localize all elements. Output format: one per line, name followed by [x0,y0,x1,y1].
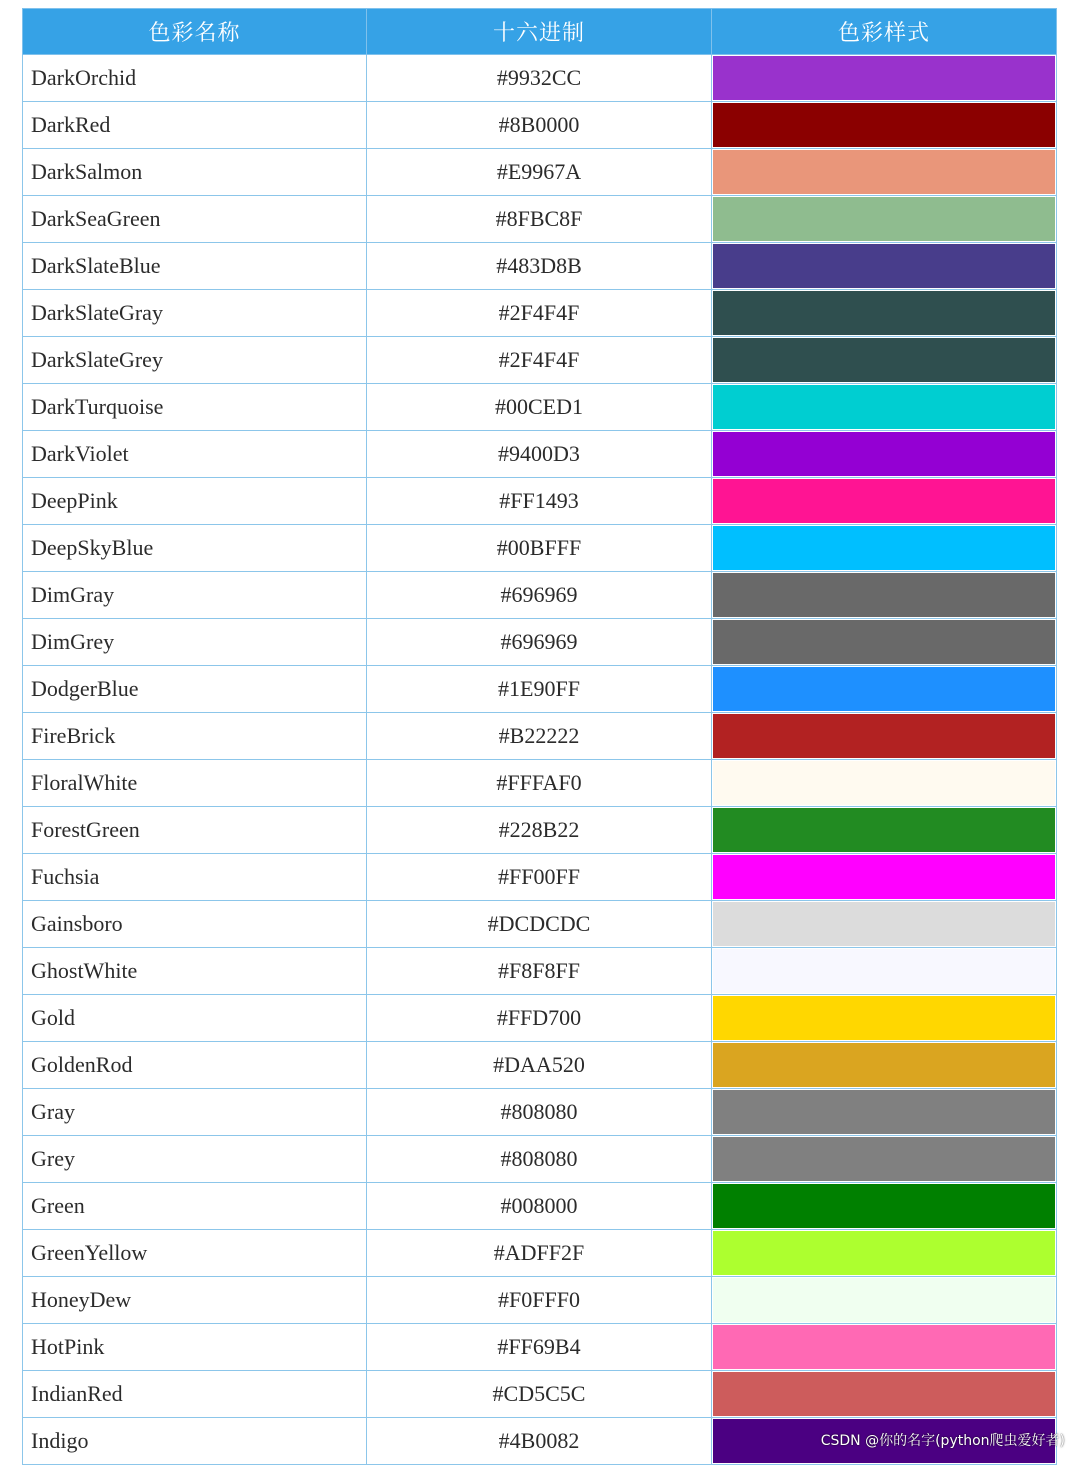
table-row [23,1089,1057,1136]
hex-code-cell: #FF69B4 [367,1324,712,1371]
color-swatch [713,1278,1055,1322]
watermark: CSDN @你的名字(python爬虫爱好者) [820,1433,1065,1449]
table-row [23,1230,1057,1277]
color-swatch [713,526,1055,570]
table-row [23,1136,1057,1183]
color-name-cell: DimGrey [23,619,367,666]
color-name-cell: DarkSalmon [23,149,367,196]
hex-code-cell: #DCDCDC [367,901,712,948]
table-row [23,619,1057,666]
table-body [23,55,1057,1465]
color-swatch-cell [712,337,1057,384]
color-name-cell: HotPink [23,1324,367,1371]
color-name-cell: Indigo [23,1418,367,1465]
color-swatch [713,855,1055,899]
color-swatch [713,479,1055,523]
color-name-cell: Gainsboro [23,901,367,948]
color-swatch [713,996,1055,1040]
table-row [23,760,1057,807]
hex-code-cell: #E9967A [367,149,712,196]
table-row [23,337,1057,384]
hex-code-cell: #B22222 [367,713,712,760]
color-swatch-cell [712,1042,1057,1089]
color-name-cell: DarkSlateBlue [23,243,367,290]
color-swatch-cell [712,55,1057,102]
color-name-cell: DodgerBlue [23,666,367,713]
color-swatch [713,1090,1055,1134]
color-name-cell: DarkTurquoise [23,384,367,431]
table-row [23,995,1057,1042]
hex-code-cell: #8FBC8F [367,196,712,243]
color-name-cell: GoldenRod [23,1042,367,1089]
color-swatch [713,620,1055,664]
hex-code-cell: #FF1493 [367,478,712,525]
hex-code-cell: #CD5C5C [367,1371,712,1418]
hex-code-cell: #808080 [367,1089,712,1136]
color-swatch [713,808,1055,852]
hex-code-cell: #ADFF2F [367,1230,712,1277]
header-color-style: 色彩样式 [712,9,1057,55]
color-name-cell: Gold [23,995,367,1042]
color-name-cell: IndianRed [23,1371,367,1418]
table-row [23,525,1057,572]
color-swatch-cell [712,478,1057,525]
color-name-cell: FloralWhite [23,760,367,807]
table-row [23,149,1057,196]
table-row [23,196,1057,243]
color-swatch [713,103,1055,147]
color-name-cell: Gray [23,1089,367,1136]
color-swatch-cell [712,1089,1057,1136]
hex-code-cell: #808080 [367,1136,712,1183]
color-swatch-cell [712,196,1057,243]
color-swatch [713,1231,1055,1275]
color-name-cell: Fuchsia [23,854,367,901]
hex-code-cell: #00CED1 [367,384,712,431]
color-swatch [713,573,1055,617]
color-swatch [713,150,1055,194]
color-name-cell: HoneyDew [23,1277,367,1324]
table-row [23,55,1057,102]
color-swatch [713,1325,1055,1369]
header-hex: 十六进制 [367,9,712,55]
color-name-cell: DarkSeaGreen [23,196,367,243]
color-swatch-cell [712,525,1057,572]
table-header-row [23,9,1057,55]
color-swatch [713,761,1055,805]
color-swatch [713,1043,1055,1087]
color-swatch-cell [712,854,1057,901]
table-row [23,1277,1057,1324]
table-row [23,384,1057,431]
color-swatch-cell [712,995,1057,1042]
color-name-cell: DeepSkyBlue [23,525,367,572]
hex-code-cell: #8B0000 [367,102,712,149]
color-name-cell: FireBrick [23,713,367,760]
table-row [23,478,1057,525]
color-swatch [713,1137,1055,1181]
hex-code-cell: #2F4F4F [367,290,712,337]
hex-code-cell: #00BFFF [367,525,712,572]
color-name-cell: GreenYellow [23,1230,367,1277]
color-swatch-cell [712,1136,1057,1183]
color-swatch-cell [712,1230,1057,1277]
color-swatch-cell [712,948,1057,995]
table-row [23,1042,1057,1089]
color-swatch-cell [712,243,1057,290]
color-name-cell: DarkViolet [23,431,367,478]
color-swatch-cell [712,760,1057,807]
color-swatch [713,1184,1055,1228]
color-name-cell: DeepPink [23,478,367,525]
color-name-cell: DarkSlateGrey [23,337,367,384]
color-name-cell: GhostWhite [23,948,367,995]
color-swatch-cell [712,1371,1057,1418]
color-swatch [713,667,1055,711]
color-swatch-cell [712,713,1057,760]
hex-code-cell: #F0FFF0 [367,1277,712,1324]
table-row [23,431,1057,478]
color-swatch [713,291,1055,335]
table-row [23,948,1057,995]
color-swatch [713,385,1055,429]
color-name-cell: DarkSlateGray [23,290,367,337]
color-name-cell: Green [23,1183,367,1230]
color-name-cell: DimGray [23,572,367,619]
color-swatch [713,338,1055,382]
table-row [23,1371,1057,1418]
table-row [23,290,1057,337]
color-swatch [713,244,1055,288]
color-swatch-cell [712,102,1057,149]
hex-code-cell: #696969 [367,619,712,666]
color-swatch [713,432,1055,476]
hex-code-cell: #4B0082 [367,1418,712,1465]
hex-code-cell: #FFFAF0 [367,760,712,807]
table-row [23,807,1057,854]
hex-code-cell: #1E90FF [367,666,712,713]
table-row [23,854,1057,901]
color-swatch-cell [712,1277,1057,1324]
color-name-cell: DarkRed [23,102,367,149]
header-color-name: 色彩名称 [23,9,367,55]
color-swatch-cell [712,572,1057,619]
color-swatch-cell [712,619,1057,666]
color-swatch-cell [712,149,1057,196]
hex-code-cell: #2F4F4F [367,337,712,384]
hex-code-cell: #FFD700 [367,995,712,1042]
table-row [23,572,1057,619]
hex-code-cell: #9400D3 [367,431,712,478]
color-swatch [713,714,1055,758]
table-row [23,102,1057,149]
color-swatch-cell [712,290,1057,337]
hex-code-cell: #DAA520 [367,1042,712,1089]
table-row [23,901,1057,948]
color-swatch [713,949,1055,993]
table-row [23,713,1057,760]
hex-code-cell: #FF00FF [367,854,712,901]
color-swatch-cell [712,1183,1057,1230]
table-row [23,243,1057,290]
color-name-cell: DarkOrchid [23,55,367,102]
hex-code-cell: #228B22 [367,807,712,854]
color-swatch [713,56,1055,100]
color-swatch-cell [712,1324,1057,1371]
table-row [23,1324,1057,1371]
color-name-cell: Grey [23,1136,367,1183]
hex-code-cell: #483D8B [367,243,712,290]
hex-code-cell: #F8F8FF [367,948,712,995]
hex-code-cell: #9932CC [367,55,712,102]
color-reference-table [22,8,1057,1465]
color-swatch [713,1372,1055,1416]
table-row [23,666,1057,713]
color-swatch-cell [712,666,1057,713]
hex-code-cell: #008000 [367,1183,712,1230]
color-swatch-cell [712,431,1057,478]
color-swatch [713,902,1055,946]
color-swatch-cell [712,901,1057,948]
table-row [23,1183,1057,1230]
color-name-cell: ForestGreen [23,807,367,854]
color-swatch-cell [712,384,1057,431]
hex-code-cell: #696969 [367,572,712,619]
color-swatch [713,197,1055,241]
color-swatch-cell [712,807,1057,854]
